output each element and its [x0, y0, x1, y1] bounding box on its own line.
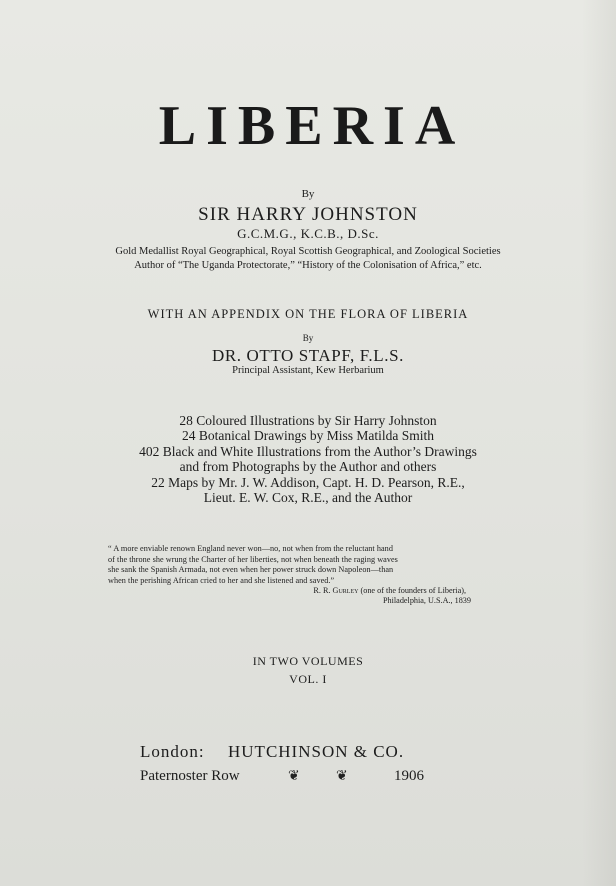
quote-line: she sank the Spanish Armada, not even when her power struck down Napoleon—than: [108, 565, 394, 574]
volumes-statement: IN TWO VOLUMES: [252, 654, 364, 668]
author-honours: G.C.M.G., K.C.B., D.Sc.: [237, 226, 379, 241]
publisher-city: London:: [140, 742, 205, 761]
illustrations-line: and from Photographs by the Author and others: [179, 459, 437, 475]
publisher-name: HUTCHINSON & CO.: [228, 742, 405, 761]
appendix-author-role: Principal Assistant, Kew Herbarium: [232, 365, 384, 376]
publication-year: 1906: [394, 768, 424, 784]
quote-line: when the perishing African cried to her and she listened and saved.”: [108, 575, 335, 585]
quote-attribution-name: R. R. Gurley: [313, 586, 359, 595]
author-societies: Gold Medallist Royal Geographical, Royal Scottish Geographical, and Zoological Societies: [115, 246, 501, 257]
illustrations-line: 24 Botanical Drawings by Miss Matilda Smith: [182, 428, 434, 444]
fleuron-icon: ❦: [336, 769, 348, 784]
quote-attribution-note: (one of the founders of Liberia),: [358, 586, 466, 595]
illustrations-line: 28 Coloured Illustrations by Sir Harry Johnston: [179, 413, 437, 428]
fleuron-icon: ❦: [288, 769, 300, 784]
illustrations-line: 22 Maps by Mr. J. W. Addison, Capt. H. D. Pearson, R.E.,: [151, 474, 465, 490]
appendix-by-label: By: [302, 333, 314, 343]
appendix-author-name: DR. OTTO STAPF, F.L.S.: [211, 346, 405, 365]
publisher-imprint: [140, 742, 430, 762]
book-title: LIBERIA: [158, 95, 466, 157]
author-works: Author of “The Uganda Protectorate,” “History of the Colonisation of Africa,” etc.: [134, 260, 482, 271]
appendix-heading: WITH AN APPENDIX ON THE FLORA OF LIBERIA: [147, 307, 469, 321]
epigraph-quote: [108, 544, 472, 586]
publisher-street: Paternoster Row: [140, 768, 240, 784]
by-label: By: [301, 188, 315, 200]
publisher-address: [140, 767, 430, 785]
quote-attribution: [313, 586, 466, 597]
volume-number: VOL. I: [289, 672, 327, 686]
illustrations-list: [0, 413, 616, 505]
illustrations-line: Lieut. E. W. Cox, R.E., and the Author: [203, 490, 413, 506]
quote-line: of the throne she wrung the Charter of her liberties, not when beneath the raging waves: [108, 554, 398, 564]
quote-place-date: Philadelphia, U.S.A., 1839: [382, 596, 471, 605]
illustrations-line: 402 Black and White Illustrations from the Author’s Drawings: [139, 443, 477, 459]
author-name: SIR HARRY JOHNSTON: [198, 204, 418, 225]
quote-line: “ A more enviable renown England never won—no, not when from the reluctant hand: [108, 544, 393, 553]
